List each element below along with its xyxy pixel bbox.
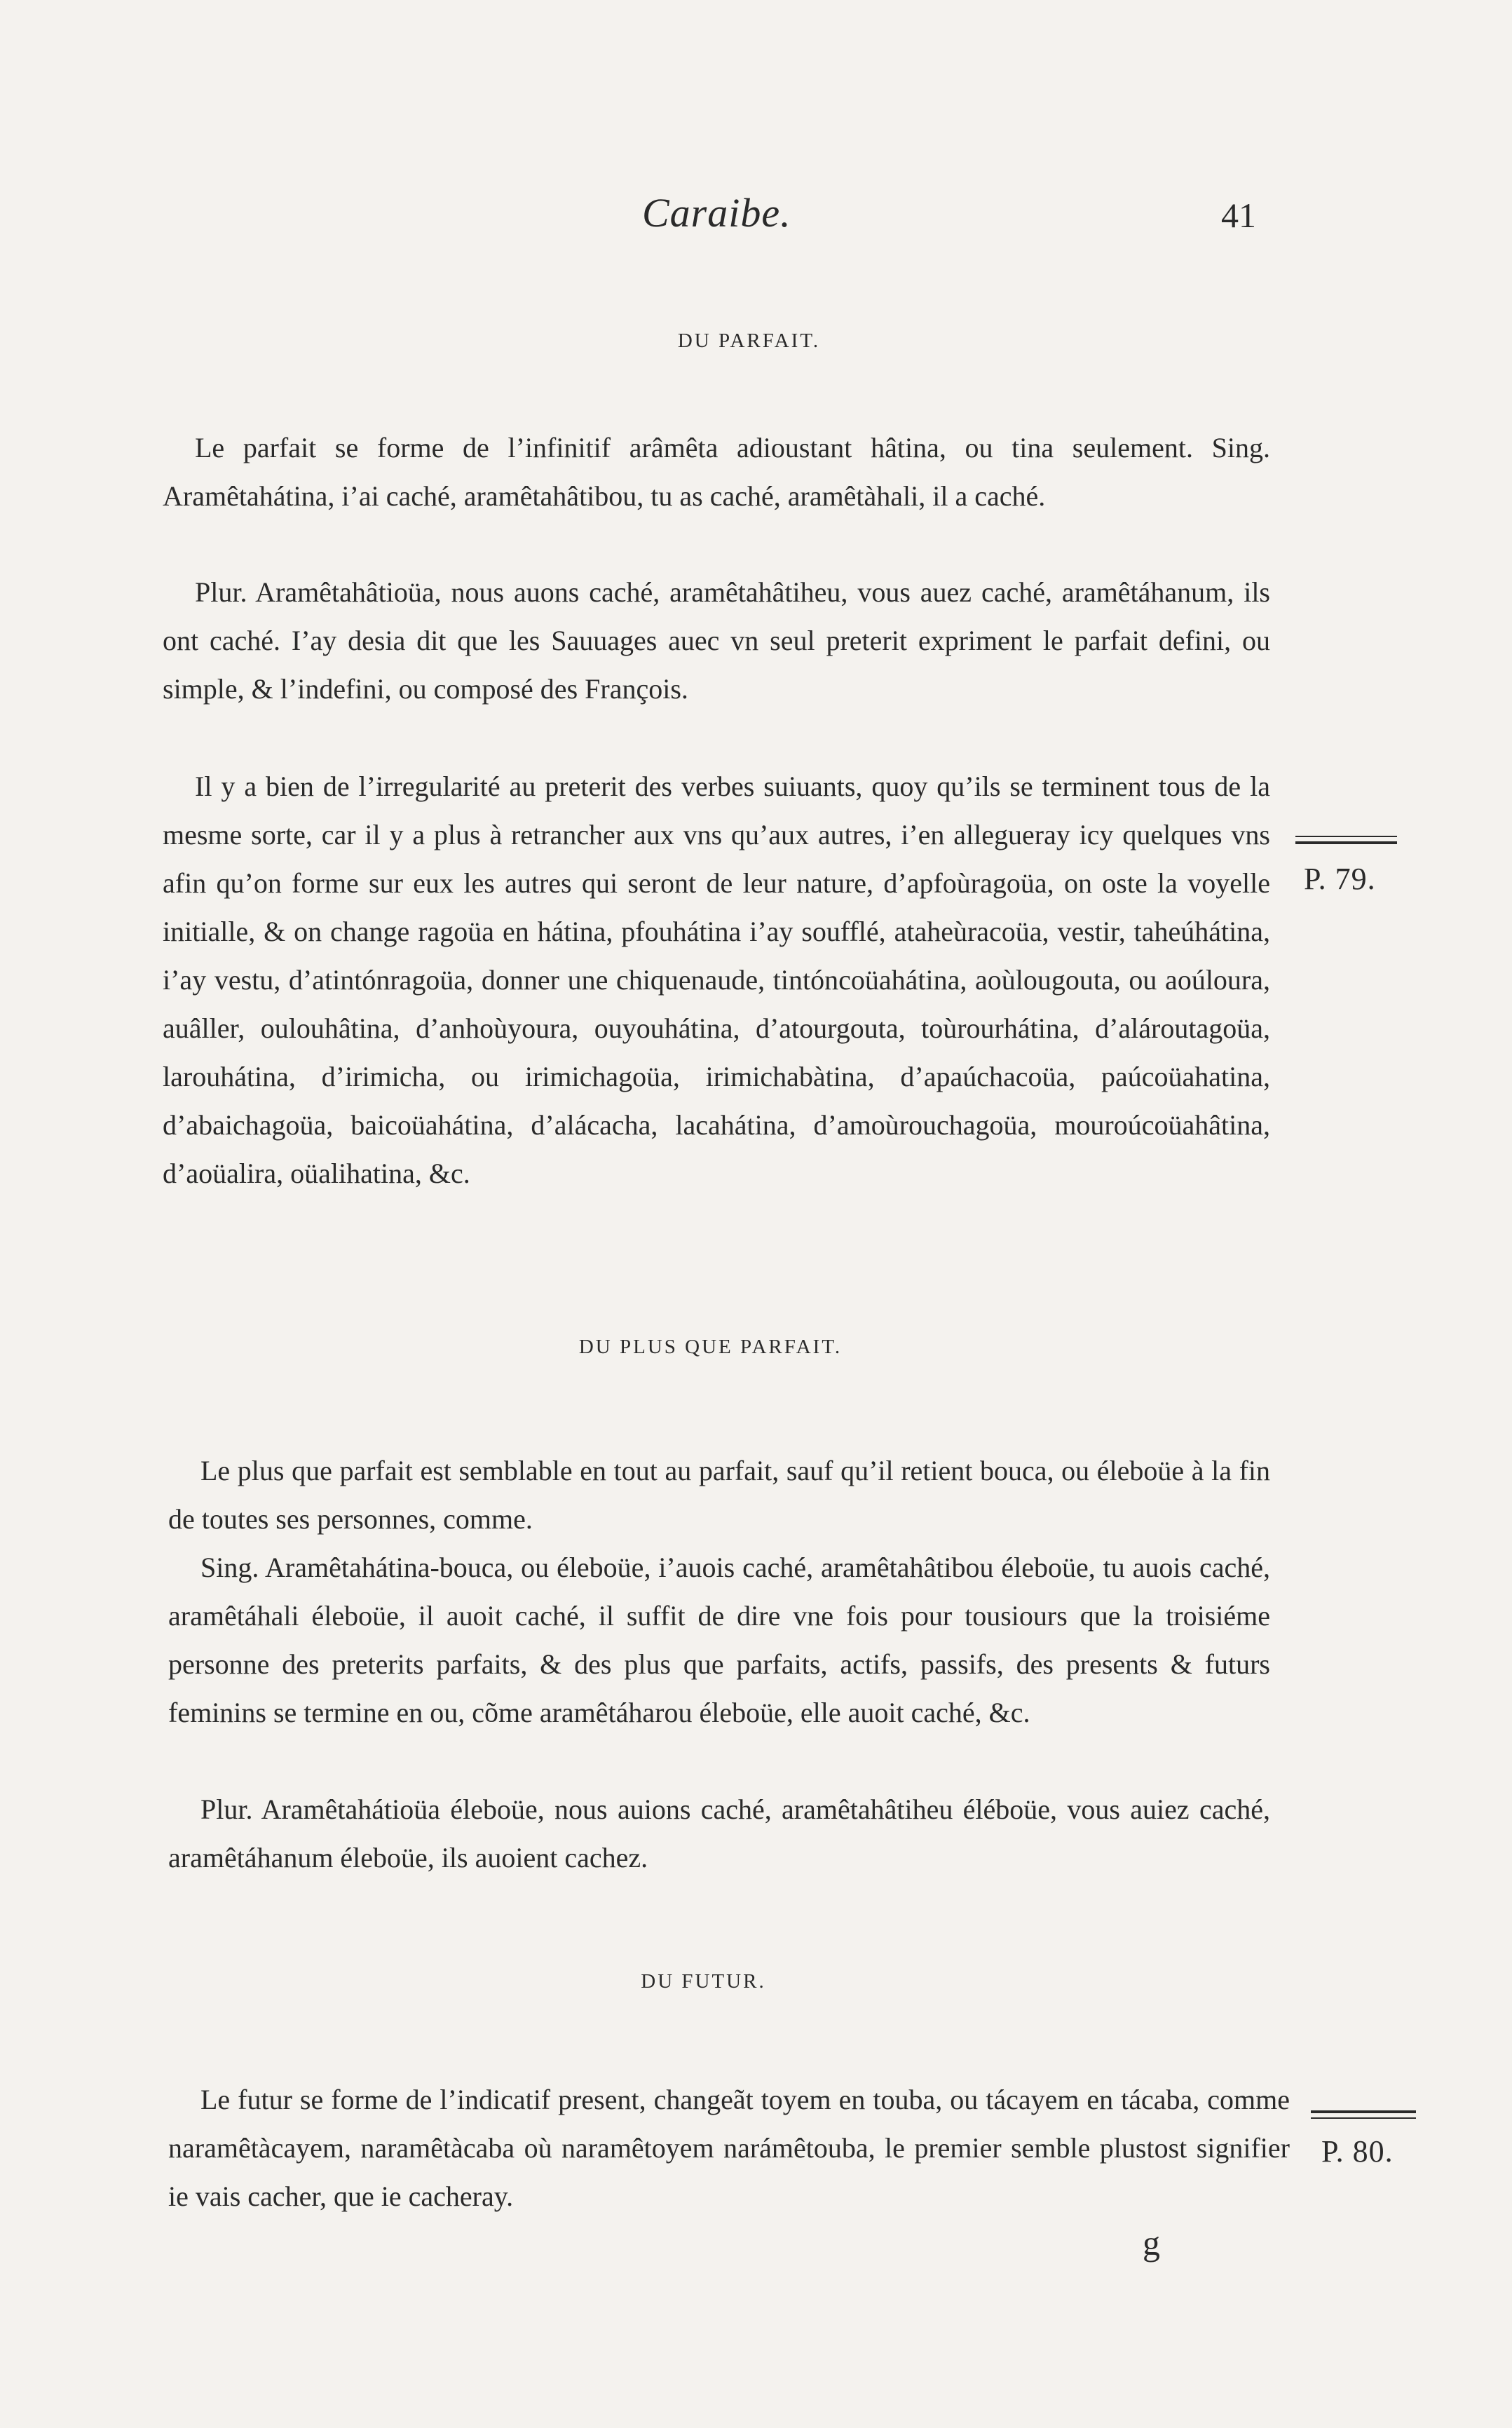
paragraph-text: Il y a bien de l’irregularité au preterit des verbes suiuants, quoy qu’ils se terminent tous de la mesme sorte, car il y a plus à retrancher aux vns qu’aux autres, i’en allegueray icy quelques vns afin qu’on forme sur eux les autres qui seront de leur nature, d’apfoùragoüa, on oste la voyelle initialle, & on change ragoüa en hátina, pfouhátina i’ay soufflé, ataheùracoüa, vestir, taheúhátina, i’ay vestu, d’atintónragoüa, donner une chiquenaude, tintóncoüahátina, aoùlougouta, ou aoúloura, auâller, oulouhâtina, d’anhoùyoura, ouyouhátina, d’atourgouta, toùrourhátina, d’alároutagoüa, larouhátina, d’irimicha, ou irimichagoüa, irimichabàtina, d’apaúchacoüa, paúcoüahatina, d’abaichagoüa, baicoüahátina, d’alácacha, lacahátina, d’amoùrouchagoüa, mouroúcoüahâtina, d’aoüalira, oüalihatina, &c. bbox=[163, 771, 1270, 1189]
page-number: 41 bbox=[1221, 196, 1256, 235]
section-heading-plus-que-parfait: DU PLUS QUE PARFAIT. bbox=[578, 1336, 843, 1358]
paragraph-parfait-1 bbox=[163, 423, 1270, 520]
margin-rule bbox=[1311, 2110, 1416, 2113]
running-header-title: Caraibe. bbox=[642, 190, 791, 236]
paragraph-text: Sing. Aramêtahátina-bouca, ou éleboüe, i’auois caché, aramêtahâtibou éleboüe, tu auois caché, aramêtáhali éleboüe, il auoit caché, il suffit de dire vne fois pour tousiours que la troisiéme personne des preterits parfaits, & des plus que parfaits, actifs, passifs, des presents & futurs feminins se termine en ou, cõme aramêtáharou éleboüe, elle auoit caché, &c. bbox=[168, 1552, 1270, 1728]
margin-note-p80: P. 80. bbox=[1321, 2134, 1394, 2169]
section-heading-parfait: DU PARFAIT. bbox=[677, 330, 821, 352]
paragraph-text: Le plus que parfait est semblable en tout au parfait, sauf qu’il retient bouca, ou éleboüe à la fin de toutes ses personnes, comme. bbox=[168, 1455, 1270, 1535]
margin-rule bbox=[1295, 841, 1397, 844]
margin-rule-bottom bbox=[1311, 2117, 1416, 2119]
paragraph-parfait-3 bbox=[163, 762, 1270, 1198]
paragraph-text: Plur. Aramêtahâtioüa, nous auons caché, aramêtahâtiheu, vous auez caché, aramêtáhanum, ils ont caché. I’ay desia dit que les Sauuages auec vn seul preterit expriment le parfait defini, ou simple, & l’indefini, ou composé des François. bbox=[163, 576, 1270, 705]
paragraph-plus-que-parfait-3 bbox=[168, 1785, 1270, 1882]
paragraph-plus-que-parfait-2 bbox=[168, 1543, 1270, 1737]
margin-note-p79: P. 79. bbox=[1304, 862, 1376, 896]
paragraph-text: Le futur se forme de l’indicatif present, changeãt toyem en touba, ou tácayem en tácaba, comme naramêtàcayem, naramêtàcaba où naramêtoyem narámêtouba, le premier semble plustost signifier ie vais cacher, que ie cacheray. bbox=[168, 2084, 1290, 2212]
paragraph-text: Plur. Aramêtahátioüa éleboüe, nous auions caché, aramêtahâtiheu éléboüe, vous auiez caché, aramêtáhanum éleboüe, ils auoient cachez. bbox=[168, 1793, 1270, 1873]
section-heading-futur: DU FUTUR. bbox=[641, 1970, 766, 1993]
margin-rule-top bbox=[1295, 836, 1397, 837]
signature-mark: g bbox=[1143, 2223, 1160, 2263]
paragraph-text: Le parfait se forme de l’infinitif arâmêta adioustant hâtina, ou tina seulement. Sing. Aramêtahátina, i’ai caché, aramêtahâtibou, tu as caché, aramêtàhali, il a caché. bbox=[163, 432, 1270, 512]
paragraph-futur-1 bbox=[168, 2075, 1290, 2220]
paragraph-plus-que-parfait-1 bbox=[168, 1446, 1270, 1543]
paragraph-parfait-2 bbox=[163, 568, 1270, 713]
